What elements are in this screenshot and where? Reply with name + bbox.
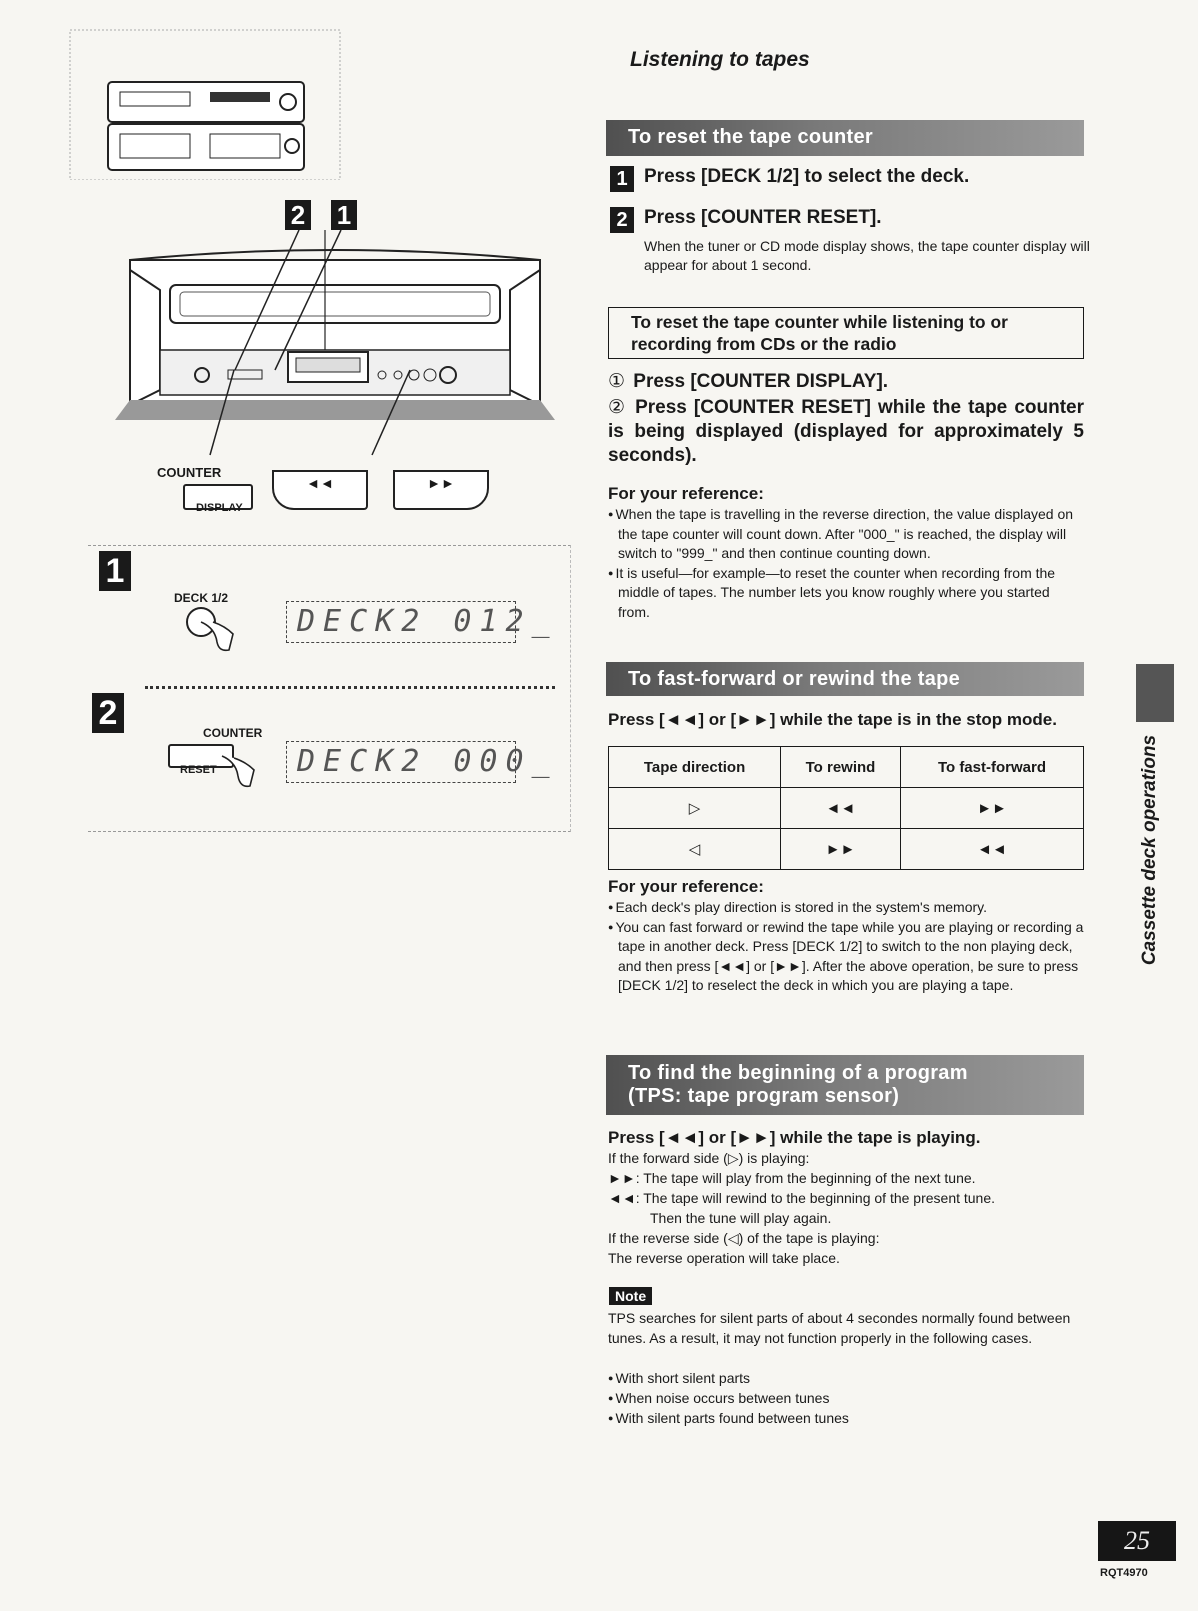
note-text: TPS searches for silent parts of about 4 secondes normally found between tunes. As a result, it may not function properly in the following cases.: [608, 1310, 1071, 1346]
circled-step-text: Press [COUNTER RESET] while the tape counter is being displayed (displayed for approximately 5 seconds).: [608, 397, 1084, 466]
circled-number: ①: [608, 371, 626, 392]
reference-item: ● Each deck's play direction is stored in the system's memory.: [608, 898, 1084, 918]
table-cell: ◁: [609, 829, 781, 870]
note-list: [608, 1368, 1084, 1428]
hand-press-reset-icon: [218, 750, 258, 794]
counter-label: COUNTER: [157, 465, 222, 480]
tps-line: ►►: The tape will play from the beginning of the next tune.: [608, 1170, 976, 1186]
table-header: To fast-forward: [900, 747, 1083, 788]
step-number: 1: [610, 166, 634, 192]
callout-step-1: 1: [331, 200, 357, 230]
reset-label: RESET: [180, 764, 217, 776]
page-number: 25: [1098, 1521, 1176, 1561]
tps-line: Then the tune will play again.: [650, 1210, 832, 1226]
step-title: Press [DECK 1/2] to select the deck.: [644, 166, 970, 187]
note-body: [608, 1308, 1084, 1348]
table-header-row: [609, 747, 1084, 788]
reference-list-1: [608, 505, 1084, 622]
reset-while-step-1: [608, 370, 1084, 394]
table-cell: ◄◄: [781, 788, 901, 829]
reset-while-step-2: [608, 396, 1084, 468]
side-tab-text: Cassette deck operations: [1139, 734, 1160, 966]
note-label: Note: [609, 1287, 652, 1305]
tps-line: ◄◄: The tape will rewind to the beginning of the present tune.: [608, 1190, 996, 1206]
reference-heading-1: For your reference:: [608, 484, 764, 503]
table-header: To rewind: [781, 747, 901, 788]
table-row: [609, 829, 1084, 870]
reset-while-listening-box: To reset the tape counter while listening to or recording from CDs or the radio: [608, 307, 1084, 359]
tps-details: [608, 1148, 1084, 1268]
reference-item: ● When the tape is travelling in the reverse direction, the value displayed on the tape counter will count down. After "000_" is reached, the display will switch to "999_" and then continue counting down.: [608, 505, 1084, 564]
display-label: DISPLAY: [196, 502, 243, 514]
reference-item: ● You can fast forward or rewind the tape while you are playing or recording a tape in another deck. Press [DECK 1/2] to switch to the non playing deck, and then press [◄◄] or [►►]. After the above operation, be sure to press [DECK 1/2] to reselect the deck in which you are playing a tape.: [608, 918, 1084, 996]
fast-forward-banner: To fast-forward or rewind the tape: [606, 662, 1084, 696]
reference-heading-2: For your reference:: [608, 877, 764, 896]
table-cell: ◄◄: [900, 829, 1083, 870]
lcd-display-step2: DECK2 000_: [286, 741, 516, 783]
lcd-display-step1: DECK2 012_: [286, 601, 516, 643]
illustration-step-1: 1: [99, 551, 131, 591]
note-item: ● When noise occurs between tunes: [608, 1388, 1084, 1408]
page-title: Listening to tapes: [630, 48, 810, 71]
side-tab-marker: [1136, 664, 1174, 722]
illustration-step-2: 2: [92, 693, 124, 733]
tps-banner: [606, 1055, 1084, 1115]
table-row: [609, 788, 1084, 829]
counter-reset-label: COUNTER: [203, 726, 263, 740]
table-cell: ►►: [900, 788, 1083, 829]
deck-button-label: DECK 1/2: [174, 591, 229, 605]
ffrew-instruction: Press [◄◄] or [►►] while the tape is in the stop mode.: [608, 710, 1057, 729]
step-description: When the tuner or CD mode display shows, the tape counter display will appear for about 1 second.: [644, 238, 1090, 273]
fast-forward-button[interactable]: ►►: [393, 470, 489, 510]
tps-title-line-1: To find the beginning of a program: [628, 1062, 968, 1084]
circled-number: ②: [608, 397, 626, 418]
step-number: 2: [610, 207, 634, 233]
table-header: Tape direction: [609, 747, 781, 788]
system-thumbnail: [60, 20, 350, 180]
step-title: Press [COUNTER RESET].: [644, 207, 882, 228]
tps-line: The reverse operation will take place.: [608, 1250, 840, 1266]
reference-list-2: [608, 898, 1084, 996]
callout-step-2: 2: [285, 200, 311, 230]
hand-press-deck-icon[interactable]: [183, 606, 239, 656]
circled-step-text: Press [COUNTER DISPLAY].: [633, 371, 889, 392]
document-code: RQT4970: [1100, 1567, 1148, 1579]
tps-title-line-2: (TPS: tape program sensor): [628, 1085, 900, 1107]
step-divider: [145, 686, 555, 689]
reset-counter-banner: To reset the tape counter: [606, 120, 1084, 156]
tps-instruction: Press [◄◄] or [►►] while the tape is playing.: [608, 1128, 981, 1147]
table-cell: ▷: [609, 788, 781, 829]
tps-line: If the forward side (▷) is playing:: [608, 1150, 810, 1166]
note-item: ● With silent parts found between tunes: [608, 1408, 1084, 1428]
tape-direction-table: [608, 746, 1084, 870]
table-cell: ►►: [781, 829, 901, 870]
note-item: ● With short silent parts: [608, 1368, 1084, 1388]
reference-item: ● It is useful—for example—to reset the counter when recording from the middle of tapes. The number lets you know roughly where you started from.: [608, 564, 1084, 623]
tps-line: If the reverse side (◁) of the tape is playing:: [608, 1230, 880, 1246]
rewind-button[interactable]: ◄◄: [272, 470, 368, 510]
deck-front-illustration: [110, 230, 560, 460]
